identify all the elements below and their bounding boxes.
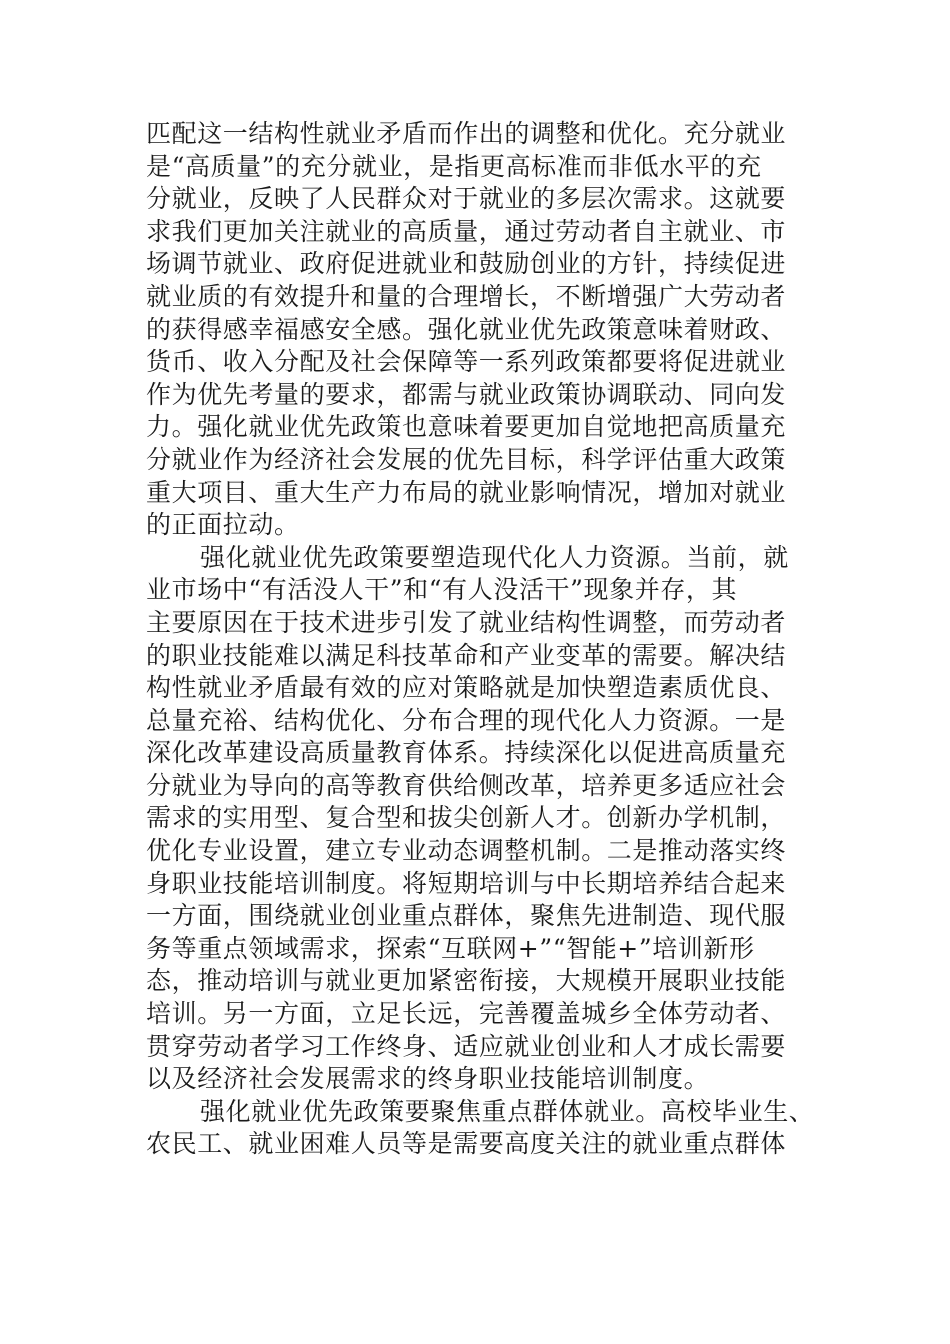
text-line: 培训。另一方面，立足长远，完善覆盖城乡全体劳动者、 [146,999,787,1029]
text-line: 贯穿劳动者学习工作终身、适应就业创业和人才成长需要 [146,1031,787,1061]
text-line: 力。强化就业优先政策也意味着要更加自觉地把高质量充 [146,412,787,442]
text-line: 求我们更加关注就业的高质量，通过劳动者自主就业、市 [146,216,787,246]
text-line: 农民工、就业困难人员等是需要高度关注的就业重点群体 [146,1129,787,1159]
text-line: 业市场中“有活没人干”和“有人没活干”现象并存，其 [146,575,738,605]
text-line: 主要原因在于技术进步引发了就业结构性调整，而劳动者 [146,607,787,637]
text-line: 深化改革建设高质量教育体系。持续深化以促进高质量充 [146,738,787,768]
text-line: 的职业技能难以满足科技革命和产业变革的需要。解决结 [146,640,787,670]
text-line: 以及经济社会发展需求的终身职业技能培训制度。 [146,1064,710,1094]
text-line: 的正面拉动。 [146,510,300,540]
text-line: 身职业技能培训制度。将短期培训与中长期培养结合起来 [146,868,787,898]
text-line: 的获得感幸福感安全感。强化就业优先政策意味着财政、 [146,314,787,344]
body-text [146,118,836,1161]
paragraph-first-line: 强化就业优先政策要塑造现代化人力资源。当前，就 [200,542,789,572]
text-line: 是“高质量”的充分就业，是指更高标准而非低水平的充 [146,151,762,181]
text-line: 分就业为导向的高等教育供给侧改革，培养更多适应社会 [146,770,787,800]
text-line: 需求的实用型、复合型和拔尖创新人才。创新办学机制， [146,803,787,833]
text-line: 分就业，反映了人民群众对于就业的多层次需求。这就要 [146,184,787,214]
text-line: 场调节就业、政府促进就业和鼓励创业的方针，持续促进 [146,249,787,279]
text-line: 优化专业设置，建立专业动态调整机制。二是推动落实终 [146,836,787,866]
text-line: 总量充裕、结构优化、分布合理的现代化人力资源。一是 [146,705,787,735]
text-line: 就业质的有效提升和量的合理增长，不断增强广大劳动者 [146,281,787,311]
text-line: 分就业作为经济社会发展的优先目标，科学评估重大政策 [146,444,787,474]
text-line: 匹配这一结构性就业矛盾而作出的调整和优化。充分就业 [146,119,787,148]
text-line: 构性就业矛盾最有效的应对策略就是加快塑造素质优良、 [146,673,787,703]
text-line: 一方面，围绕就业创业重点群体，聚焦先进制造、现代服 [146,901,787,931]
text-line: 作为优先考量的要求，都需与就业政策协调联动、同向发 [146,379,787,409]
text-line: 务等重点领域需求，探索“互联网+”“智能+”培训新形 [146,933,755,963]
text-line: 货币、收入分配及社会保障等一系列政策都要将促进就业 [146,347,787,377]
text-line: 态，推动培训与就业更加紧密衔接，大规模开展职业技能 [146,966,787,996]
text-line: 重大项目、重大生产力布局的就业影响情况，增加对就业 [146,477,787,507]
paragraph-first-line: 强化就业优先政策要聚焦重点群体就业。高校毕业生、 [200,1096,815,1126]
